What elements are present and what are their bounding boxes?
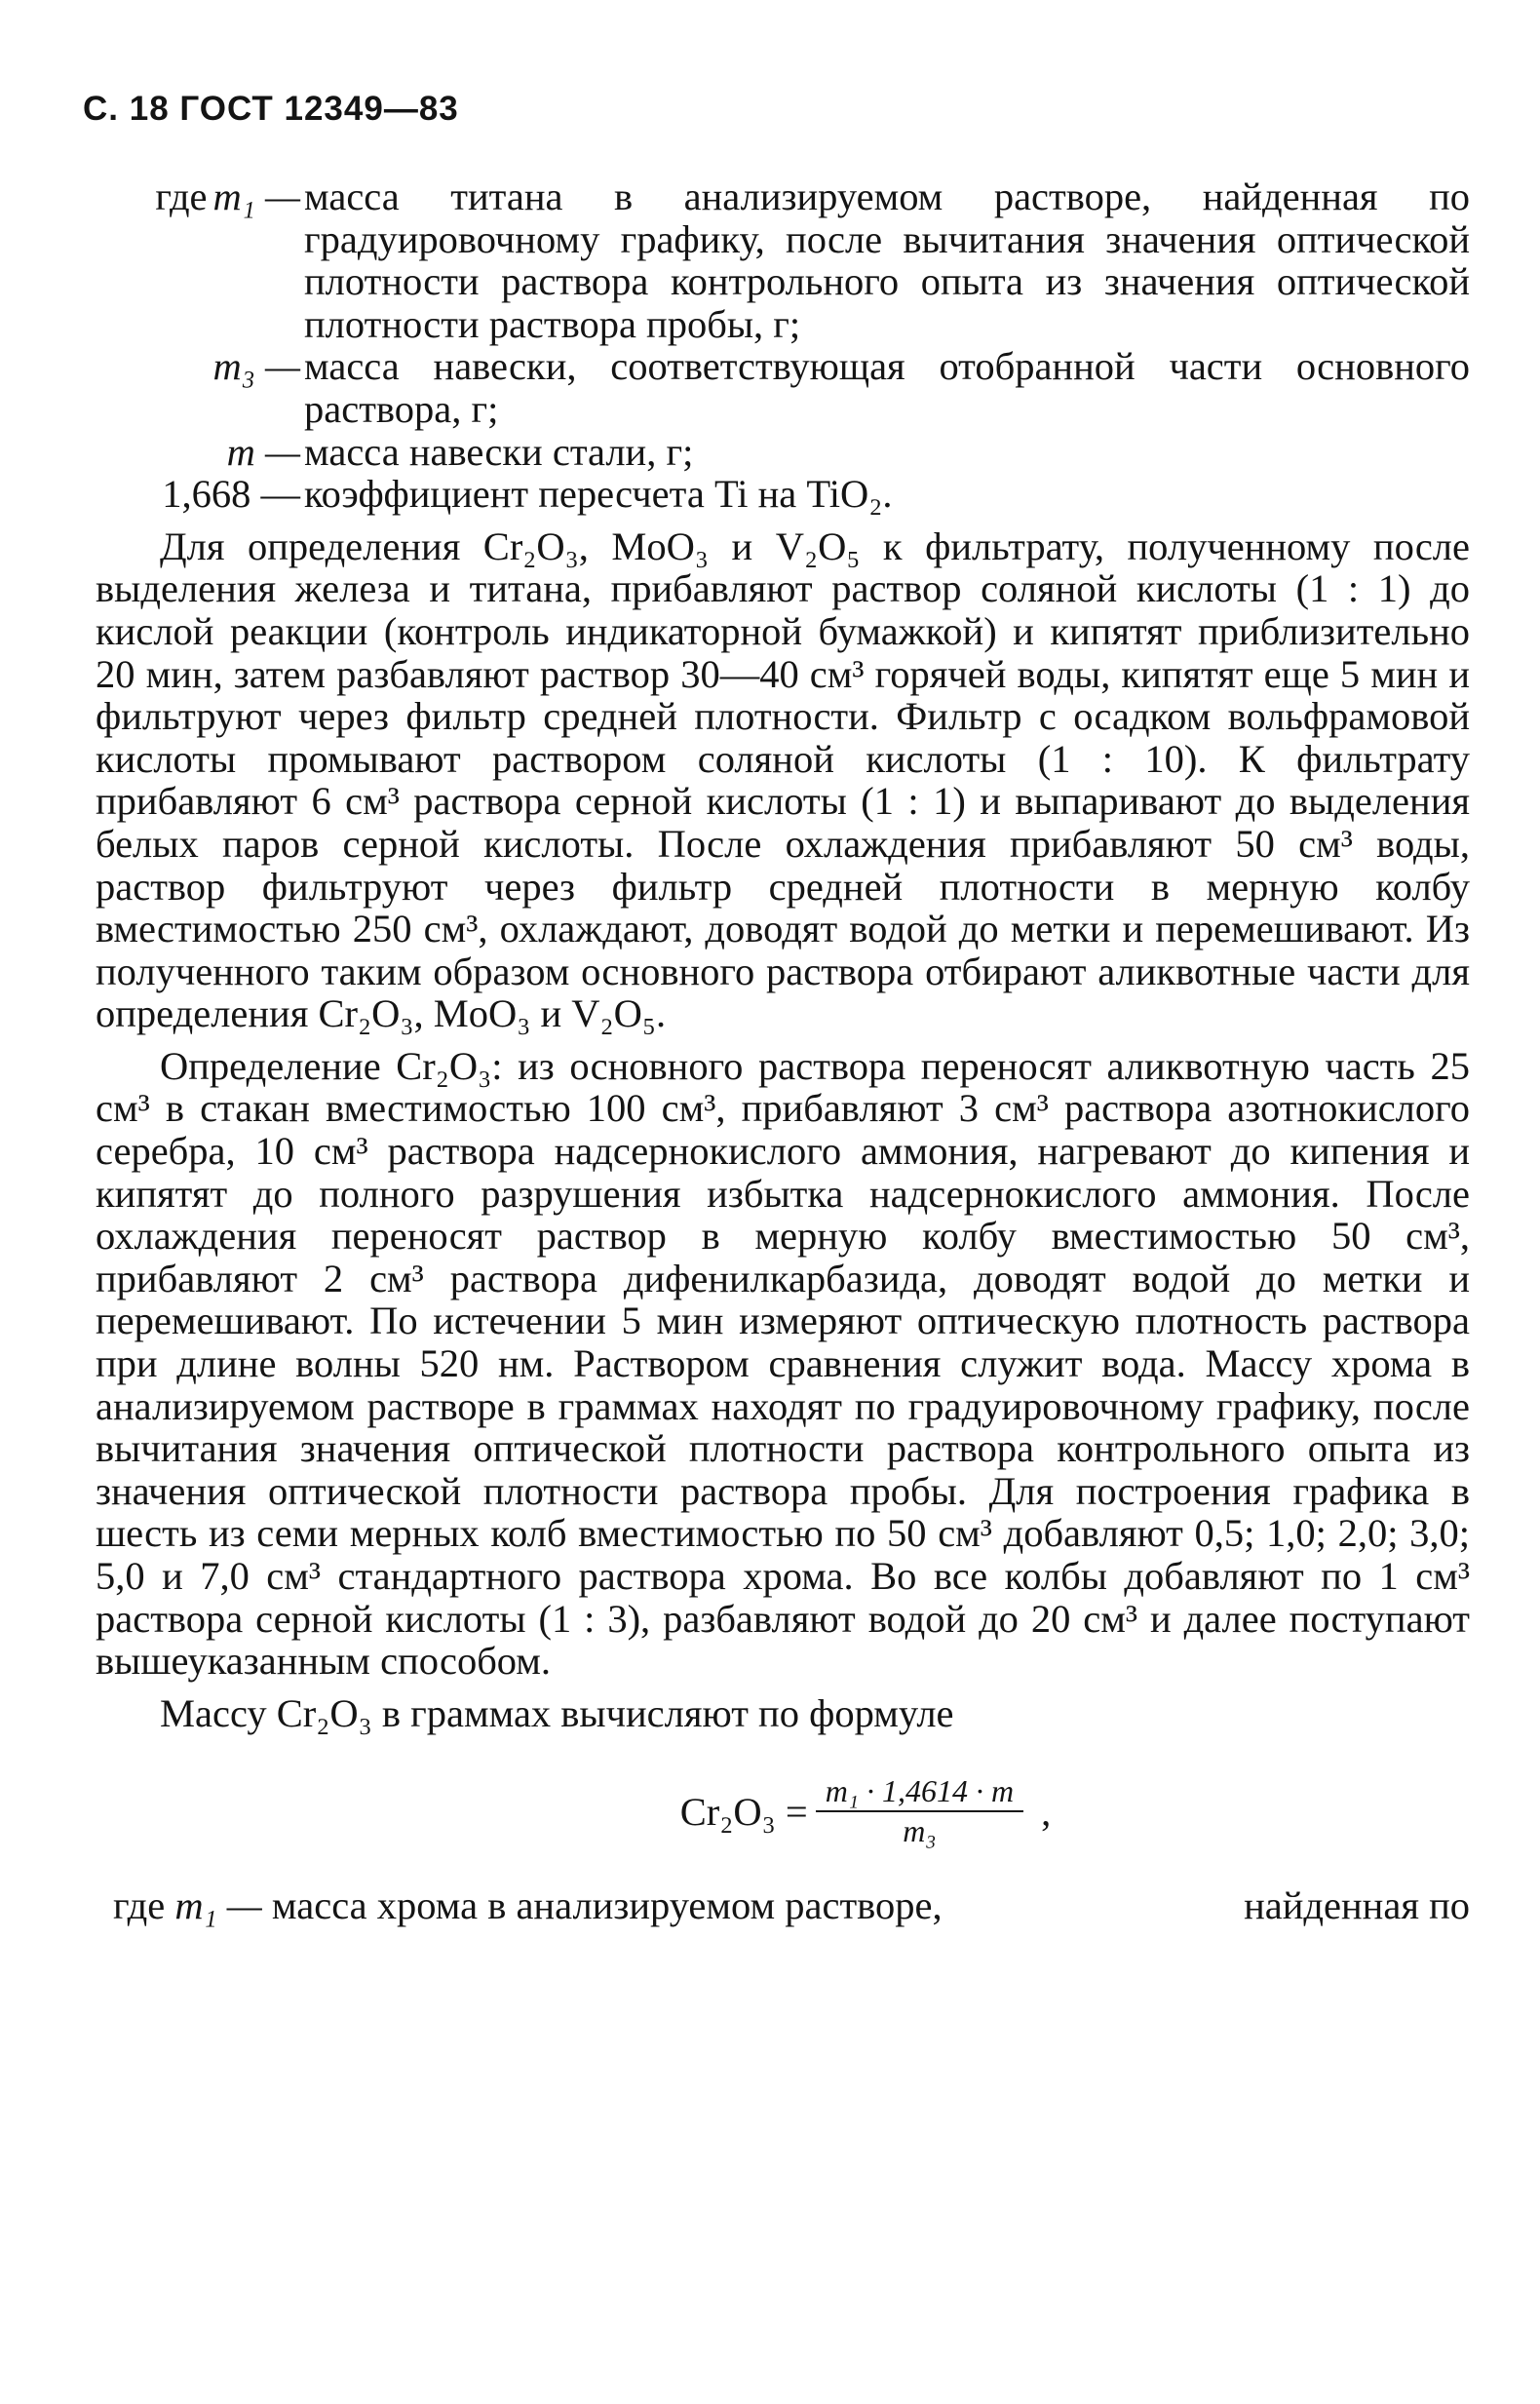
definition-text: масса хрома в анализируемом растворе, <box>271 1883 943 1928</box>
formula-cr2o3 <box>96 1773 1470 1849</box>
definition-term-cell <box>96 473 304 516</box>
definition-text: коэффициент пересчета Ti на TiO₂. <box>304 472 893 517</box>
page-header: С. 18 ГОСТ 12349—83 <box>83 90 459 128</box>
formula-numerator: m₁ · 1,4614 · m <box>816 1773 1023 1812</box>
definition-term-cell <box>96 345 304 430</box>
formula-lhs: Cr₂O₃ = <box>679 1789 808 1834</box>
formula-denominator: m₃ <box>903 1813 937 1849</box>
definition-text: масса навески, соответствующая отобранной части основного раствора, г; <box>304 344 1470 431</box>
document-body <box>96 175 1470 1927</box>
definition-term: 1,668 — <box>162 472 300 517</box>
definition-text: масса навески стали, г; <box>304 429 694 474</box>
definition-row <box>96 473 1470 516</box>
definition-term: m₃ — <box>212 344 300 389</box>
last-line-right: найденная по <box>1244 1883 1470 1928</box>
definition-term: m₁ — <box>212 174 300 218</box>
paragraph-chromium-determination: Определение Cr₂O₃: из основного раствора переносят аликвотную часть 25 см³ в стакан вместимостью 100 см³, прибавляют 3 см³ раствора азотнокислого серебра, 10 см³ раствора надсернокислого аммония, нагревают до кипения и кипятят до полного разрушения избытка надсернокислого аммония. После охлаждения переносят раствор в мерную колбу вместимостью 50 см³, прибавляют 2 см³ раствора дифенилкарбазида, доводят водой до метки и перемешивают. По истечении 5 мин измеряют оптическую плотность раствора при длине волны 520 нм. Раствором сравнения служит вода. Массу хрома в анализируемом растворе в граммах находят по градуировочному графику, после вычитания значения оптической плотности раствора контрольного опыта из значения оптической плотности раствора пробы. Для построения графика в шесть из семи мерных колб вместимостью по 50 см³ добавляют 0,5; 1,0; 2,0; 3,0; 5,0 и 7,0 см³ стандартного раствора хрома. Во все колбы добавляют по 1 см³ раствора серной кислоты (1 : 3), разбавляют водой до 20 см³ и далее поступают вышеуказанным способом. <box>96 1043 1470 1684</box>
definition-row <box>96 345 1470 430</box>
definition-term: m₁ — <box>174 1883 262 1928</box>
definition-row <box>96 175 1470 345</box>
definition-term-cell <box>96 175 304 345</box>
formula-fraction <box>816 1773 1023 1849</box>
paragraph-formula-intro: Массу Cr₂O₃ в граммах вычисляют по формуле <box>160 1690 954 1735</box>
definition-term: m — <box>226 429 300 474</box>
definition-text: масса титана в анализируемом растворе, найденная по градуировочному графику, после вычитания значения оптической плотности раствора контрольного опыта из значения оптической плотности раствора пробы, г; <box>304 174 1470 346</box>
definitions-list <box>96 175 1470 516</box>
definition-lead: где <box>113 1883 166 1928</box>
formula-comma: , <box>1041 1789 1052 1834</box>
definition-row-last <box>113 1884 1470 1927</box>
definition-lead: где <box>155 174 208 218</box>
last-line-left <box>113 1884 943 1927</box>
definition-term-cell <box>96 431 304 474</box>
paragraph-filtrate-preparation: Для определения Cr₂O₃, MoO₃ и V₂O₅ к фильтрату, полученному после выделения железа и титана, прибавляют раствор соляной кислоты (1 : 1) до кислой реакции (контроль индикаторной бумажкой) и кипятят приблизительно 20 мин, затем разбавляют раствор 30—40 см³ горячей воды, кипятят еще 5 мин и фильтруют через фильтр средней плотности. Фильтр с осадком вольфрамовой кислоты промывают раствором соляной кислоты (1 : 10). К фильтрату прибавляют 6 см³ раствора серной кислоты (1 : 1) и выпаривают до выделения белых паров серной кислоты. После охлаждения прибавляют 50 см³ воды, раствор фильтруют через фильтр средней плотности в мерную колбу вместимостью 250 см³, охлаждают, доводят водой до метки и перемешивают. Из полученного таким образом основного раствора отбирают аликвотные части для определения Cr₂O₃, MoO₃ и V₂O₅. <box>96 523 1470 1036</box>
definition-row <box>96 431 1470 474</box>
